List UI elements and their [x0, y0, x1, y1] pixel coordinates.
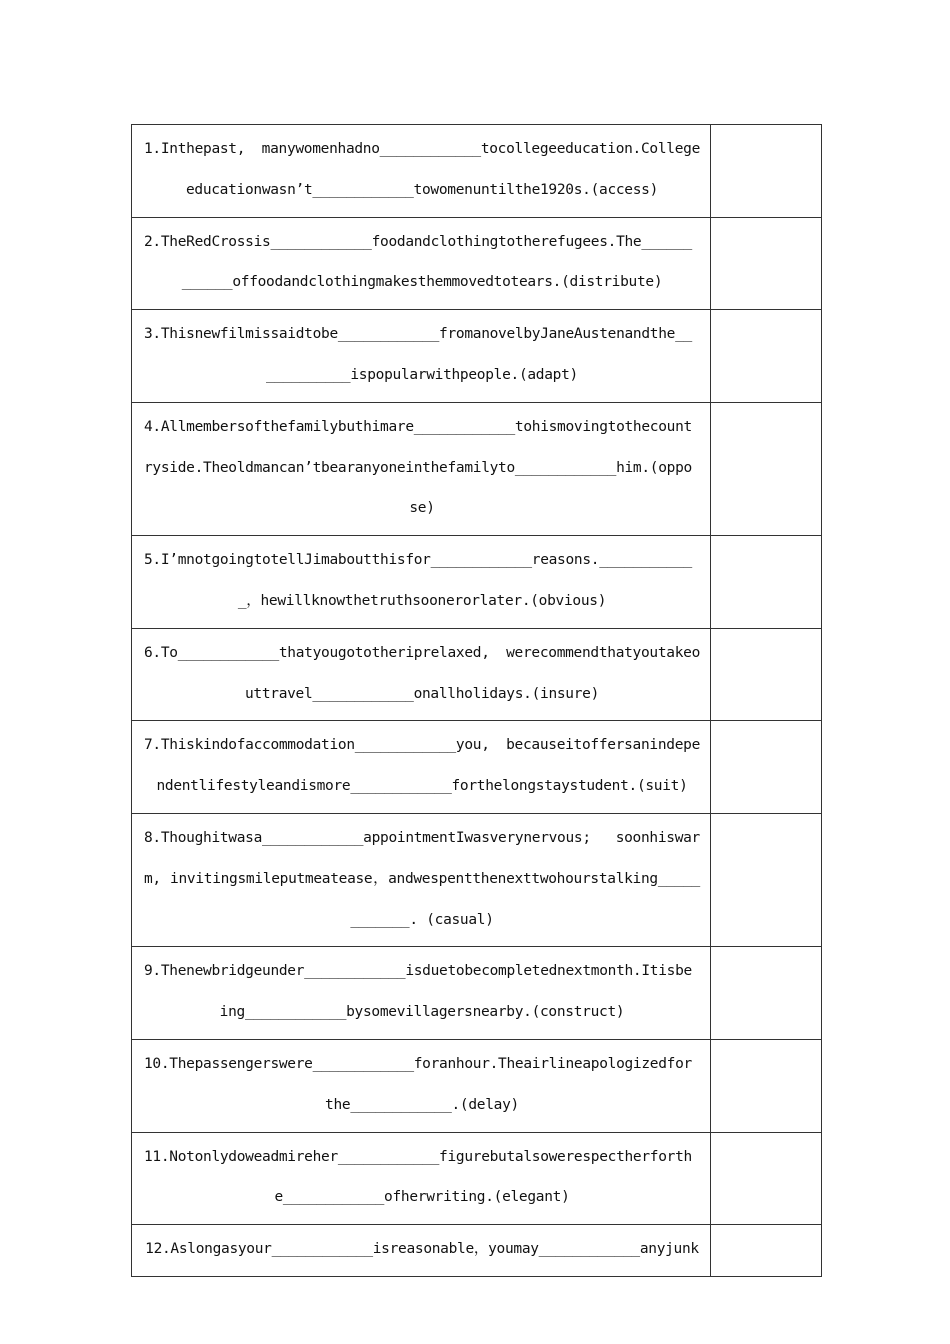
- answer-cell[interactable]: [711, 1225, 822, 1277]
- question-cell: [132, 1225, 711, 1277]
- question-cell: [132, 217, 711, 310]
- question-text: 11.Notonlydoweadmireher____________figurebutalsowerespectherforthe____________ofherwriting.(elegant): [144, 1148, 692, 1206]
- question-cell: [132, 1039, 711, 1132]
- question-text: 10.Thepassengerswere____________foranhour.Theairlineapologizedforthe____________.(delay): [144, 1055, 692, 1113]
- question-text: 5.I’mnotgoingtotellJimaboutthisfor____________reasons.____________，hewillknowthetruthsoonerorlater.(obvious): [144, 552, 692, 609]
- table-row: [132, 217, 822, 310]
- question-cell: [132, 125, 711, 218]
- answer-cell[interactable]: [711, 402, 822, 535]
- answer-cell[interactable]: [711, 310, 822, 403]
- question-text: 3.Thisnewfilmissaidtobe____________fromanovelbyJaneAustenandthe____________ispopularwithpeople.(adapt): [144, 326, 692, 383]
- answer-cell[interactable]: [711, 628, 822, 721]
- answer-cell[interactable]: [711, 217, 822, 310]
- answer-cell[interactable]: [711, 1132, 822, 1225]
- table-row: [132, 947, 822, 1040]
- table-row: [132, 1039, 822, 1132]
- answer-cell[interactable]: [711, 721, 822, 814]
- table-row: [132, 310, 822, 403]
- table-row: [132, 536, 822, 629]
- question-text: 6.To____________thatyougototheriprelaxed, werecommendthatyoutakeouttravel____________onallholidays.(insure): [144, 644, 700, 702]
- question-text: 12.Aslongasyour____________isreasonable，youmay____________anyjunk: [145, 1241, 699, 1258]
- question-cell: [132, 1132, 711, 1225]
- question-text: 1.Inthepast, manywomenhadno____________tocollegeeducation.Collegeeducationwasn’t____________towomenuntilthe1920s.(access): [144, 141, 700, 198]
- question-text: 4.Allmembersofthefamilybuthimare____________tohismovingtothecountryside.Theoldmancan’tbearanyoneinthefamilyto____________him.(oppose): [144, 418, 692, 517]
- exercise-table: [131, 124, 822, 1277]
- question-cell: [132, 813, 711, 946]
- question-cell: [132, 402, 711, 535]
- question-text: 9.Thenewbridgeunder____________isduetobecompletednextmonth.Itisbeing____________bysomevillagersnearby.(construct): [144, 963, 692, 1021]
- question-text: 2.TheRedCrossis____________foodandclothingtotherefugees.The____________offoodandclothingmakesthemmovedtotears.(distribute): [144, 233, 692, 291]
- answer-cell[interactable]: [711, 813, 822, 946]
- table-row: [132, 813, 822, 946]
- question-cell: [132, 628, 711, 721]
- table-row: [132, 628, 822, 721]
- table-row: [132, 402, 822, 535]
- question-text: 7.Thiskindofaccommodation____________you, becauseitoffersanindependentlifestyleandismore____________forthelongstaystudent.(suit): [144, 737, 700, 795]
- question-cell: [132, 536, 711, 629]
- table-row: [132, 721, 822, 814]
- answer-cell[interactable]: [711, 1039, 822, 1132]
- table-row: [132, 125, 822, 218]
- question-cell: [132, 947, 711, 1040]
- question-cell: [132, 721, 711, 814]
- table-row: [132, 1132, 822, 1225]
- table-row: [132, 1225, 822, 1277]
- question-text: 8.Thoughitwasa____________appointmentIwasverynervous; soonhiswarm, invitingsmileputmeatease，andwespentthenexttwohourstalking____________. (casual): [144, 829, 700, 928]
- answer-cell[interactable]: [711, 125, 822, 218]
- answer-cell[interactable]: [711, 947, 822, 1040]
- question-cell: [132, 310, 711, 403]
- answer-cell[interactable]: [711, 536, 822, 629]
